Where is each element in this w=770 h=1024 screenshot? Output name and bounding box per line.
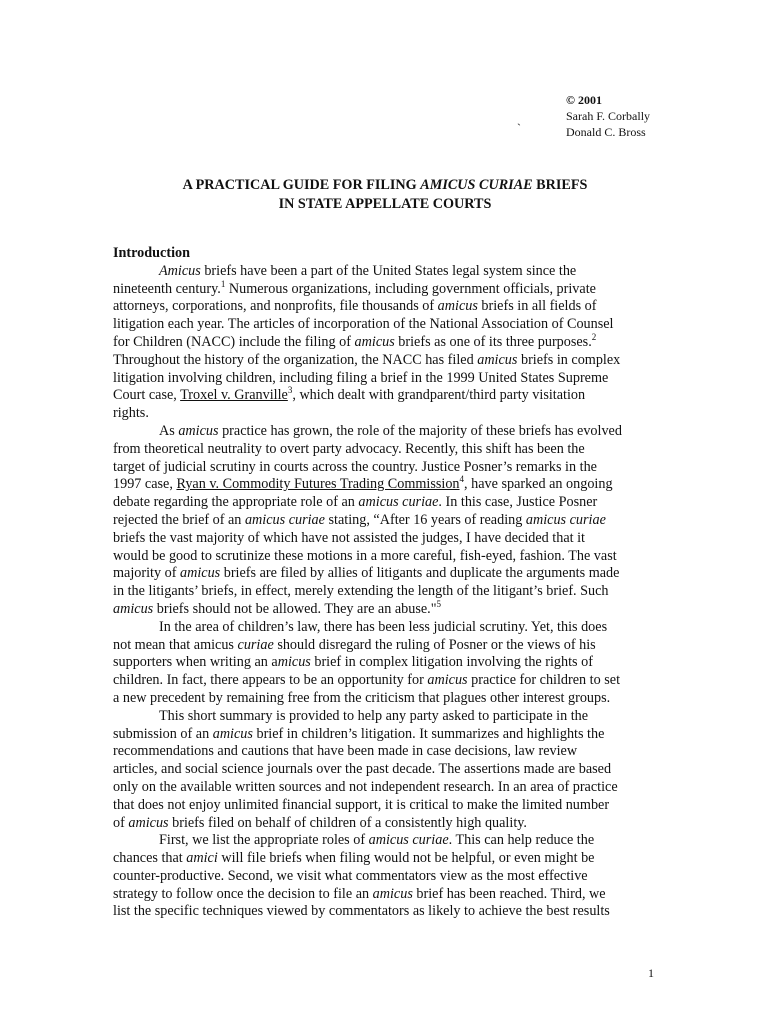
italic-text: amicus bbox=[477, 351, 518, 368]
text-line bbox=[113, 832, 658, 850]
text-line bbox=[113, 903, 658, 921]
italic-text: amicus curiae bbox=[525, 511, 606, 528]
text-run: briefs in complex bbox=[517, 351, 621, 368]
italic-text: amicus bbox=[372, 885, 413, 902]
footnote-ref: 4 bbox=[459, 474, 465, 485]
footnote-ref: 3 bbox=[287, 385, 293, 396]
text-line bbox=[113, 476, 658, 494]
body-text bbox=[113, 263, 658, 921]
page-number: 1 bbox=[648, 966, 654, 980]
case-citation: Troxel v. Granville bbox=[180, 387, 288, 404]
text-run: nineteenth century. bbox=[113, 280, 221, 297]
footnote-ref: 1 bbox=[220, 278, 226, 289]
text-run: that does not enjoy unlimited financial support, it is critical to make the limited number bbox=[113, 796, 610, 813]
text-run: rights. bbox=[113, 405, 149, 422]
text-run: Numerous organizations, including government officials, private bbox=[225, 280, 596, 297]
text-line bbox=[113, 459, 658, 477]
title-line-1 bbox=[0, 176, 770, 195]
text-run: brief in complex litigation involving the rights of bbox=[310, 654, 593, 671]
stray-mark: ` bbox=[517, 121, 521, 135]
text-line bbox=[113, 779, 658, 797]
text-run: rejected the brief of an bbox=[113, 511, 245, 528]
text-line bbox=[113, 637, 658, 655]
text-run: practice has grown, the role of the majority of these briefs has evolved bbox=[218, 422, 622, 439]
italic-text: amicus curiae bbox=[358, 494, 439, 511]
text-line bbox=[113, 708, 658, 726]
text-run: briefs the vast majority of which have not assisted the judges, I have decided that it bbox=[113, 529, 585, 546]
text-run: Throughout the history of the organization, the NACC has filed bbox=[113, 351, 478, 368]
italic-text: amicus bbox=[113, 600, 154, 617]
italic-text: amicus bbox=[179, 565, 221, 582]
italic-text: amicus bbox=[128, 814, 169, 831]
text-run: . In this case, Justice Posner bbox=[438, 494, 598, 511]
title-line-2: IN STATE APPELLATE COURTS bbox=[278, 196, 492, 212]
text-line bbox=[113, 868, 658, 886]
text-run: debate regarding the appropriate role of an bbox=[113, 494, 359, 511]
italic-text: amicus curiae bbox=[368, 832, 449, 849]
text-line bbox=[113, 797, 658, 815]
footnote-ref: 5 bbox=[436, 598, 441, 609]
text-line bbox=[113, 263, 658, 281]
case-citation: Ryan v. Commodity Futures Trading Commission bbox=[176, 476, 460, 493]
section-heading: Introduction bbox=[113, 245, 190, 261]
text-run: majority of bbox=[113, 565, 180, 582]
text-run: strategy to follow once the decision to file an bbox=[113, 885, 373, 902]
text-run: brief in children’s litigation. It summarizes and highlights the bbox=[252, 725, 605, 742]
title-italic-text: AMICUS CURIAE bbox=[420, 177, 533, 193]
text-run: 1997 case, bbox=[113, 476, 177, 493]
italic-text: micus bbox=[277, 654, 311, 671]
text-run: litigation each year. The articles of incorporation of the National Association of Counsel bbox=[113, 316, 614, 333]
italic-text: amicus bbox=[437, 298, 478, 315]
text-run: stating, “After 16 years of reading bbox=[324, 511, 526, 528]
footnote-ref: 2 bbox=[591, 331, 597, 342]
text-run: children. In fact, there appears to be an opportunity for bbox=[113, 672, 428, 689]
text-run: brief has been reached. Third, we bbox=[412, 885, 606, 902]
author-name: Donald C. Bross bbox=[566, 125, 646, 139]
text-line bbox=[113, 598, 658, 619]
text-run: briefs in all fields of bbox=[477, 298, 597, 315]
text-line bbox=[113, 565, 658, 583]
text-line bbox=[113, 298, 658, 316]
text-line bbox=[113, 726, 658, 744]
text-run: , have sparked an ongoing bbox=[464, 476, 613, 493]
title-text: BRIEFS bbox=[532, 177, 588, 193]
text-line bbox=[113, 331, 658, 352]
text-run: briefs filed on behalf of children of a consistently high quality. bbox=[168, 814, 527, 831]
text-line bbox=[113, 886, 658, 904]
text-run: As bbox=[159, 422, 179, 439]
text-run: submission of an bbox=[113, 725, 213, 742]
text-run: would be good to scrutinize these motions in a more careful, fish-eyed, fashion. The vast bbox=[113, 547, 617, 564]
text-run: only on the available written sources and not independent research. In an area of practice bbox=[113, 778, 618, 795]
copyright-block bbox=[566, 92, 650, 140]
italic-text: amicus bbox=[178, 422, 219, 439]
text-line bbox=[113, 690, 658, 708]
text-line bbox=[113, 405, 658, 423]
text-run: briefs are filed by allies of litigants and duplicate the arguments made bbox=[220, 565, 620, 582]
italic-text: amici bbox=[186, 850, 218, 867]
text-run: not mean that amicus bbox=[113, 636, 238, 653]
text-run: practice for children to set bbox=[467, 672, 621, 689]
italic-text: amicus bbox=[354, 333, 395, 350]
text-line bbox=[113, 761, 658, 779]
text-run: will file briefs when filing would not be helpful, or even might be bbox=[217, 850, 595, 867]
text-run: from theoretical neutrality to overt party advocacy. Recently, this shift has been the bbox=[113, 440, 585, 457]
text-run: briefs should not be allowed. They are an abuse." bbox=[153, 600, 437, 617]
text-line bbox=[113, 672, 658, 690]
text-line bbox=[113, 850, 658, 868]
text-run: litigation involving children, including filing a brief in the 1999 United States Supreme bbox=[113, 369, 609, 386]
text-line bbox=[113, 548, 658, 566]
document-body bbox=[113, 245, 658, 921]
text-run: for Children (NACC) include the filing of bbox=[113, 333, 355, 350]
text-line bbox=[113, 530, 658, 548]
text-run: list the specific techniques viewed by commentators as likely to achieve the best results bbox=[113, 903, 610, 920]
text-run: chances that bbox=[113, 850, 187, 867]
text-run: in the litigants’ briefs, in effect, merely extending the length of the litigant’s brief. Such bbox=[113, 583, 609, 600]
text-run: First, we list the appropriate roles of bbox=[159, 832, 369, 849]
text-line bbox=[113, 316, 658, 334]
text-line bbox=[113, 619, 658, 637]
title-text: A PRACTICAL GUIDE FOR FILING bbox=[182, 177, 421, 193]
text-line bbox=[113, 654, 658, 672]
text-run: should disregard the ruling of Posner or the views of his bbox=[273, 636, 596, 653]
text-line bbox=[113, 494, 658, 512]
text-line bbox=[113, 583, 658, 601]
text-run: This short summary is provided to help any party asked to participate in the bbox=[159, 707, 589, 724]
text-line bbox=[113, 441, 658, 459]
text-line bbox=[113, 512, 658, 530]
text-line bbox=[113, 278, 658, 299]
text-run: . This can help reduce the bbox=[448, 832, 595, 849]
copyright-year: © 2001 bbox=[566, 93, 602, 107]
document-title bbox=[0, 176, 770, 214]
text-run: articles, and social science journals over the past decade. The assertions made are based bbox=[113, 761, 612, 778]
text-run: In the area of children’s law, there has been less judicial scrutiny. Yet, this does bbox=[159, 618, 608, 635]
text-run: attorneys, corporations, and nonprofits, file thousands of bbox=[113, 298, 438, 315]
text-run: briefs as one of its three purposes. bbox=[394, 333, 592, 350]
italic-text: amicus curiae bbox=[244, 511, 325, 528]
text-line bbox=[113, 423, 658, 441]
italic-text: amicus bbox=[212, 725, 253, 742]
text-run: a new precedent by remaining free from the criticism that plagues other interest groups. bbox=[113, 689, 611, 706]
italic-text: curiae bbox=[237, 636, 274, 653]
text-run: Court case, bbox=[113, 387, 181, 404]
text-run: supporters when writing an a bbox=[113, 654, 278, 671]
text-line bbox=[113, 815, 658, 833]
text-line bbox=[113, 387, 658, 405]
italic-text: amicus bbox=[427, 672, 468, 689]
text-line bbox=[113, 352, 658, 370]
text-line bbox=[113, 370, 658, 388]
text-run: target of judicial scrutiny in courts across the country. Justice Posner’s remarks in the bbox=[113, 458, 597, 475]
italic-text: Amicus bbox=[159, 262, 201, 279]
text-run: briefs have been a part of the United States legal system since the bbox=[200, 262, 577, 279]
text-line bbox=[113, 743, 658, 761]
text-run: , which dealt with grandparent/third party visitation bbox=[292, 387, 586, 404]
text-run: recommendations and cautions that have been made in case decisions, law review bbox=[113, 743, 578, 760]
author-name: Sarah F. Corbally bbox=[566, 109, 651, 123]
text-run: of bbox=[113, 814, 129, 831]
text-run: counter-productive. Second, we visit what commentators view as the most effective bbox=[113, 867, 588, 884]
